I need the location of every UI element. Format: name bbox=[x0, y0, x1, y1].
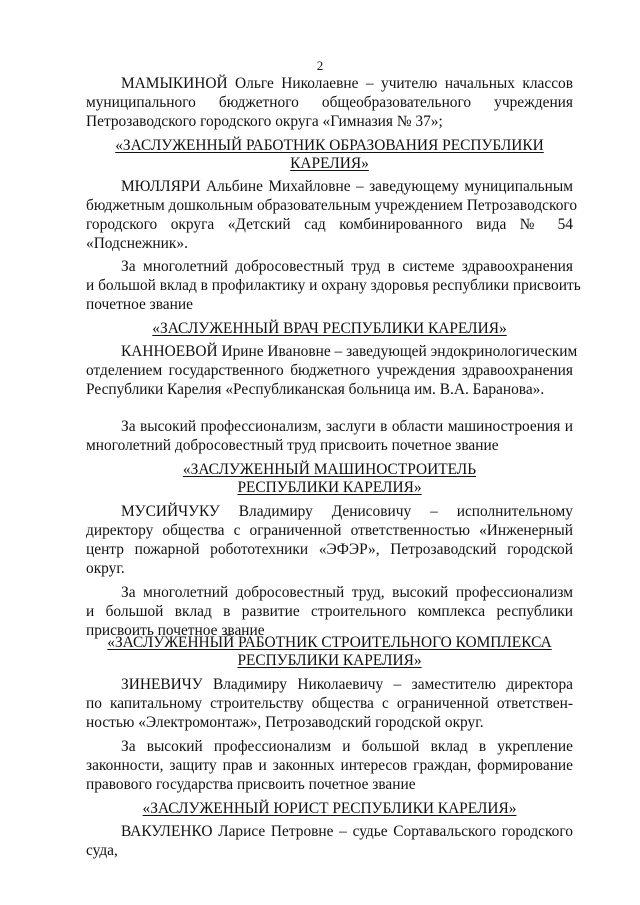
text-line: муниципального бюджетного общеобразовательного учреждения bbox=[86, 94, 573, 111]
text-line: ЗИНЕВИЧУ Владимиру Николаевичу – заместителю директора bbox=[121, 676, 573, 693]
text-line: по капитальному строительству общества с ограниченной ответствен- bbox=[86, 695, 573, 712]
text-line: бюджетным дошкольным образовательным учреждением Петрозаводского bbox=[86, 197, 578, 214]
text-line: За многолетний добросовестный труд, высокий профессионализм bbox=[121, 584, 573, 601]
text-line: законности, защиту прав и законных интересов граждан, формирование bbox=[86, 757, 573, 774]
text-line: и большой вклад в развитие строительного комплекса республики bbox=[86, 603, 573, 620]
award-title-line: «ЗАСЛУЖЕННЫЙ ЮРИСТ РЕСПУБЛИКИ КАРЕЛИЯ» bbox=[142, 800, 517, 817]
text-line: почетное звание bbox=[86, 296, 193, 313]
text-line: КАННОЕВОЙ Ирине Ивановне – заведующей эндокринологическим bbox=[121, 343, 578, 360]
award-title-line: «ЗАСЛУЖЕННЫЙ МАШИНОСТРОИТЕЛЬ bbox=[182, 461, 477, 478]
text-line: присвоить почетное звание bbox=[86, 622, 265, 639]
text-line: городского округа «Детский сад комбинированного вида № 54 bbox=[86, 216, 573, 233]
text-line: и большой вклад в профилактику и охрану здоровья республики присвоить bbox=[86, 277, 581, 294]
text-line: МАМЫКИНОЙ Ольге Николаевне – учителю начальных классов bbox=[121, 75, 573, 92]
text-line: За многолетний добросовестный труд в системе здравоохранения bbox=[121, 258, 573, 275]
award-title-line: «ЗАСЛУЖЕННЫЙ РАБОТНИК ОБРАЗОВАНИЯ РЕСПУБЛИКИ bbox=[115, 137, 544, 154]
text-line: За высокий профессионализм, заслуги в области машиностроения и bbox=[121, 418, 573, 435]
text-line: округ. bbox=[86, 560, 125, 577]
award-title-line: КАРЕЛИЯ» bbox=[290, 155, 369, 172]
text-line: За высокий профессионализм и большой вклад в укрепление bbox=[121, 738, 573, 755]
text-line: МЮЛЛЯРИ Альбине Михайловне – заведующему муниципальным bbox=[121, 178, 573, 195]
text-line: отделением государственного бюджетного учреждения здравоохранения bbox=[86, 362, 573, 379]
text-line: МУСИЙЧУКУ Владимиру Денисовичу – исполнительному bbox=[121, 503, 573, 520]
award-title-line: РЕСПУБЛИКИ КАРЕЛИЯ» bbox=[237, 652, 422, 669]
text-line: Петрозаводского городского округа «Гимназия № 37»; bbox=[86, 113, 443, 130]
text-line: директору общества с ограниченной ответственностью «Инженерный bbox=[86, 522, 573, 539]
text-line: суда, bbox=[86, 842, 118, 859]
text-line: центр пожарной робототехники «ЭФЭР», Петрозаводский городской bbox=[86, 541, 573, 558]
text-line: Республики Карелия «Республиканская больница им. В.А. Баранова». bbox=[86, 381, 545, 398]
award-title-line: РЕСПУБЛИКИ КАРЕЛИЯ» bbox=[237, 479, 422, 496]
text-line: «Подснежник». bbox=[86, 235, 188, 252]
text-line: ностью «Электромонтаж», Петрозаводский городской округ. bbox=[86, 714, 484, 731]
text-line: ВАКУЛЕНКО Ларисе Петровне – судье Сортавальского городского bbox=[121, 823, 573, 840]
award-title-line: «ЗАСЛУЖЕННЫЙ РАБОТНИК СТРОИТЕЛЬНОГО КОМПЛЕКСА bbox=[107, 634, 552, 651]
text-line: многолетний добросовестный труд присвоить почетное звание bbox=[86, 437, 499, 454]
text-line: правового государства присвоить почетное звание bbox=[86, 776, 416, 793]
page-number: 2 bbox=[316, 58, 324, 73]
award-title-line: «ЗАСЛУЖЕННЫЙ ВРАЧ РЕСПУБЛИКИ КАРЕЛИЯ» bbox=[152, 320, 507, 337]
